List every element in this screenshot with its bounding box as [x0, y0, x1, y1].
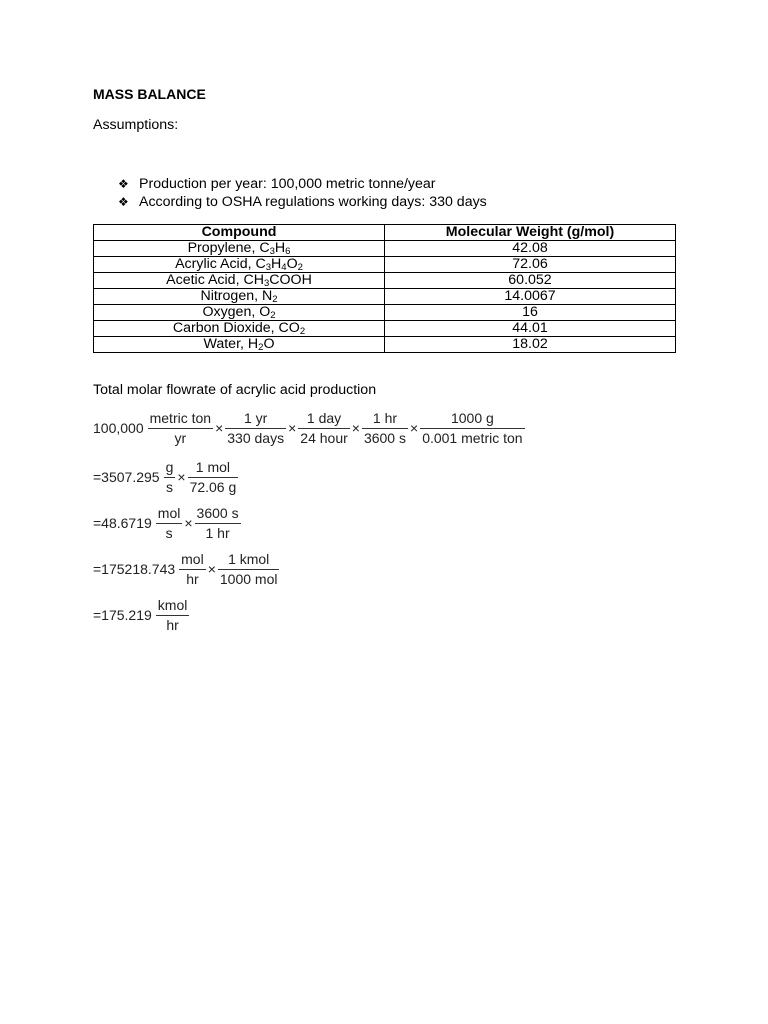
compound-text: Acetic Acid, CH [166, 272, 264, 288]
fraction-numerator: kmol [156, 596, 190, 616]
fraction-numerator: 3600 s [195, 504, 241, 524]
table-row [94, 257, 676, 273]
fraction-denominator: s [165, 479, 173, 495]
equation-lead-value: 100,000 [93, 420, 144, 436]
equation-lead-value: =175.219 [93, 607, 152, 623]
table-row [94, 305, 676, 321]
multiply-sign: × [288, 420, 297, 436]
compound-text: Carbon Dioxide, CO [172, 320, 300, 336]
assumptions-list [118, 175, 487, 211]
compound-cell [94, 289, 385, 305]
equation-row [93, 409, 526, 448]
formula-subscript: 2 [299, 326, 306, 337]
fraction [195, 504, 241, 543]
molecular-weight-cell: 60.052 [385, 273, 676, 289]
fraction-denominator: 330 days [227, 430, 285, 446]
assumption-text: Production per year: 100,000 metric tonne/year [139, 176, 436, 192]
fraction-numerator: metric ton [148, 409, 213, 429]
molecular-weight-cell: 18.02 [385, 337, 676, 353]
fraction-denominator: 3600 s [363, 430, 406, 446]
fraction-numerator: 1 yr [225, 409, 286, 429]
table-row [94, 273, 676, 289]
molecular-weight-cell: 42.08 [385, 241, 676, 257]
fraction-numerator: 1 mol [188, 458, 239, 478]
compound-cell [94, 321, 385, 337]
list-item [118, 175, 487, 193]
equation-lead-value: =3507.295 [93, 469, 160, 485]
formula-subscript: 4 [281, 262, 287, 273]
fraction [420, 409, 524, 448]
compound-text: O [286, 256, 298, 272]
fraction [188, 458, 239, 497]
fraction [362, 409, 408, 448]
compound-text: H [271, 256, 282, 272]
fraction-denominator: 72.06 g [189, 479, 237, 495]
fraction-numerator: 1000 g [420, 409, 524, 429]
column-header-molecular-weight: Molecular Weight (g/mol) [385, 225, 676, 241]
table-header-row [94, 225, 676, 241]
compound-text: Water, H [203, 336, 259, 352]
fraction [225, 409, 286, 448]
fraction-denominator: 0.001 metric ton [422, 430, 523, 446]
equation-row [93, 596, 190, 635]
formula-subscript: 2 [297, 262, 303, 273]
fraction-denominator: 24 hour [300, 430, 348, 446]
compound-cell [94, 273, 385, 289]
fraction [148, 409, 213, 448]
fraction-numerator: 1 hr [362, 409, 408, 429]
compound-cell [94, 257, 385, 273]
fraction-denominator: 1 hr [205, 525, 230, 541]
compound-text: H [274, 240, 286, 256]
column-header-compound: Compound [94, 225, 385, 241]
multiply-sign: × [410, 420, 419, 436]
multiply-sign: × [184, 515, 193, 531]
equation-row [93, 458, 239, 497]
multiply-sign: × [177, 469, 186, 485]
compound-text: Propylene, C [187, 240, 270, 256]
calculation-title: Total molar flowrate of acrylic acid production [93, 382, 377, 398]
formula-subscript: 2 [270, 310, 276, 321]
fraction [156, 504, 183, 543]
four-diamond-bullet-icon: ❖ [118, 195, 129, 209]
list-item [118, 193, 487, 211]
multiply-sign: × [351, 420, 360, 436]
formula-subscript: 3 [269, 246, 275, 257]
fraction-denominator: s [165, 525, 173, 541]
table-row [94, 241, 676, 257]
compound-text: Acrylic Acid, C [175, 256, 266, 272]
equation-row [93, 504, 242, 543]
equation-lead-value: =48.6719 [93, 515, 152, 531]
formula-subscript: 6 [285, 246, 291, 257]
compound-cell [94, 337, 385, 353]
compound-text: Nitrogen, N [200, 288, 273, 304]
formula-subscript: 3 [265, 262, 272, 273]
molecular-weight-table [93, 224, 676, 353]
page-heading: MASS BALANCE [93, 86, 206, 102]
fraction [164, 458, 176, 497]
fraction-denominator: hr [186, 571, 199, 587]
formula-subscript: 2 [272, 294, 278, 305]
fraction-denominator: 1000 mol [219, 571, 278, 587]
molecular-weight-cell: 16 [385, 305, 676, 321]
fraction [218, 550, 280, 589]
fraction-denominator: hr [166, 617, 179, 633]
fraction [298, 409, 349, 448]
equation-lead-value: =175218.743 [93, 561, 176, 577]
formula-subscript: 3 [263, 278, 270, 289]
fraction-denominator: yr [174, 430, 187, 446]
table-row [94, 321, 676, 337]
multiply-sign: × [207, 561, 216, 577]
fraction [179, 550, 206, 589]
fraction-numerator: 1 day [298, 409, 349, 429]
table-row [94, 337, 676, 353]
compound-text: COOH [269, 272, 312, 288]
fraction [156, 596, 190, 635]
molecular-weight-cell: 14.0067 [385, 289, 676, 305]
compound-text: Oxygen, O [202, 304, 271, 320]
compound-text: O [263, 336, 275, 352]
fraction-numerator: 1 kmol [218, 550, 280, 570]
compound-cell [94, 305, 385, 321]
table-row [94, 289, 676, 305]
assumption-text: According to OSHA regulations working days: 330 days [139, 194, 487, 210]
fraction-numerator: g [164, 458, 176, 478]
assumptions-label: Assumptions: [93, 117, 179, 133]
molecular-weight-cell: 72.06 [385, 257, 676, 273]
fraction-numerator: mol [156, 504, 183, 524]
fraction-numerator: mol [179, 550, 206, 570]
compound-cell [94, 241, 385, 257]
formula-subscript: 2 [258, 342, 264, 353]
four-diamond-bullet-icon: ❖ [118, 177, 129, 191]
multiply-sign: × [215, 420, 224, 436]
molecular-weight-cell: 44.01 [385, 321, 676, 337]
equation-row [93, 550, 280, 589]
